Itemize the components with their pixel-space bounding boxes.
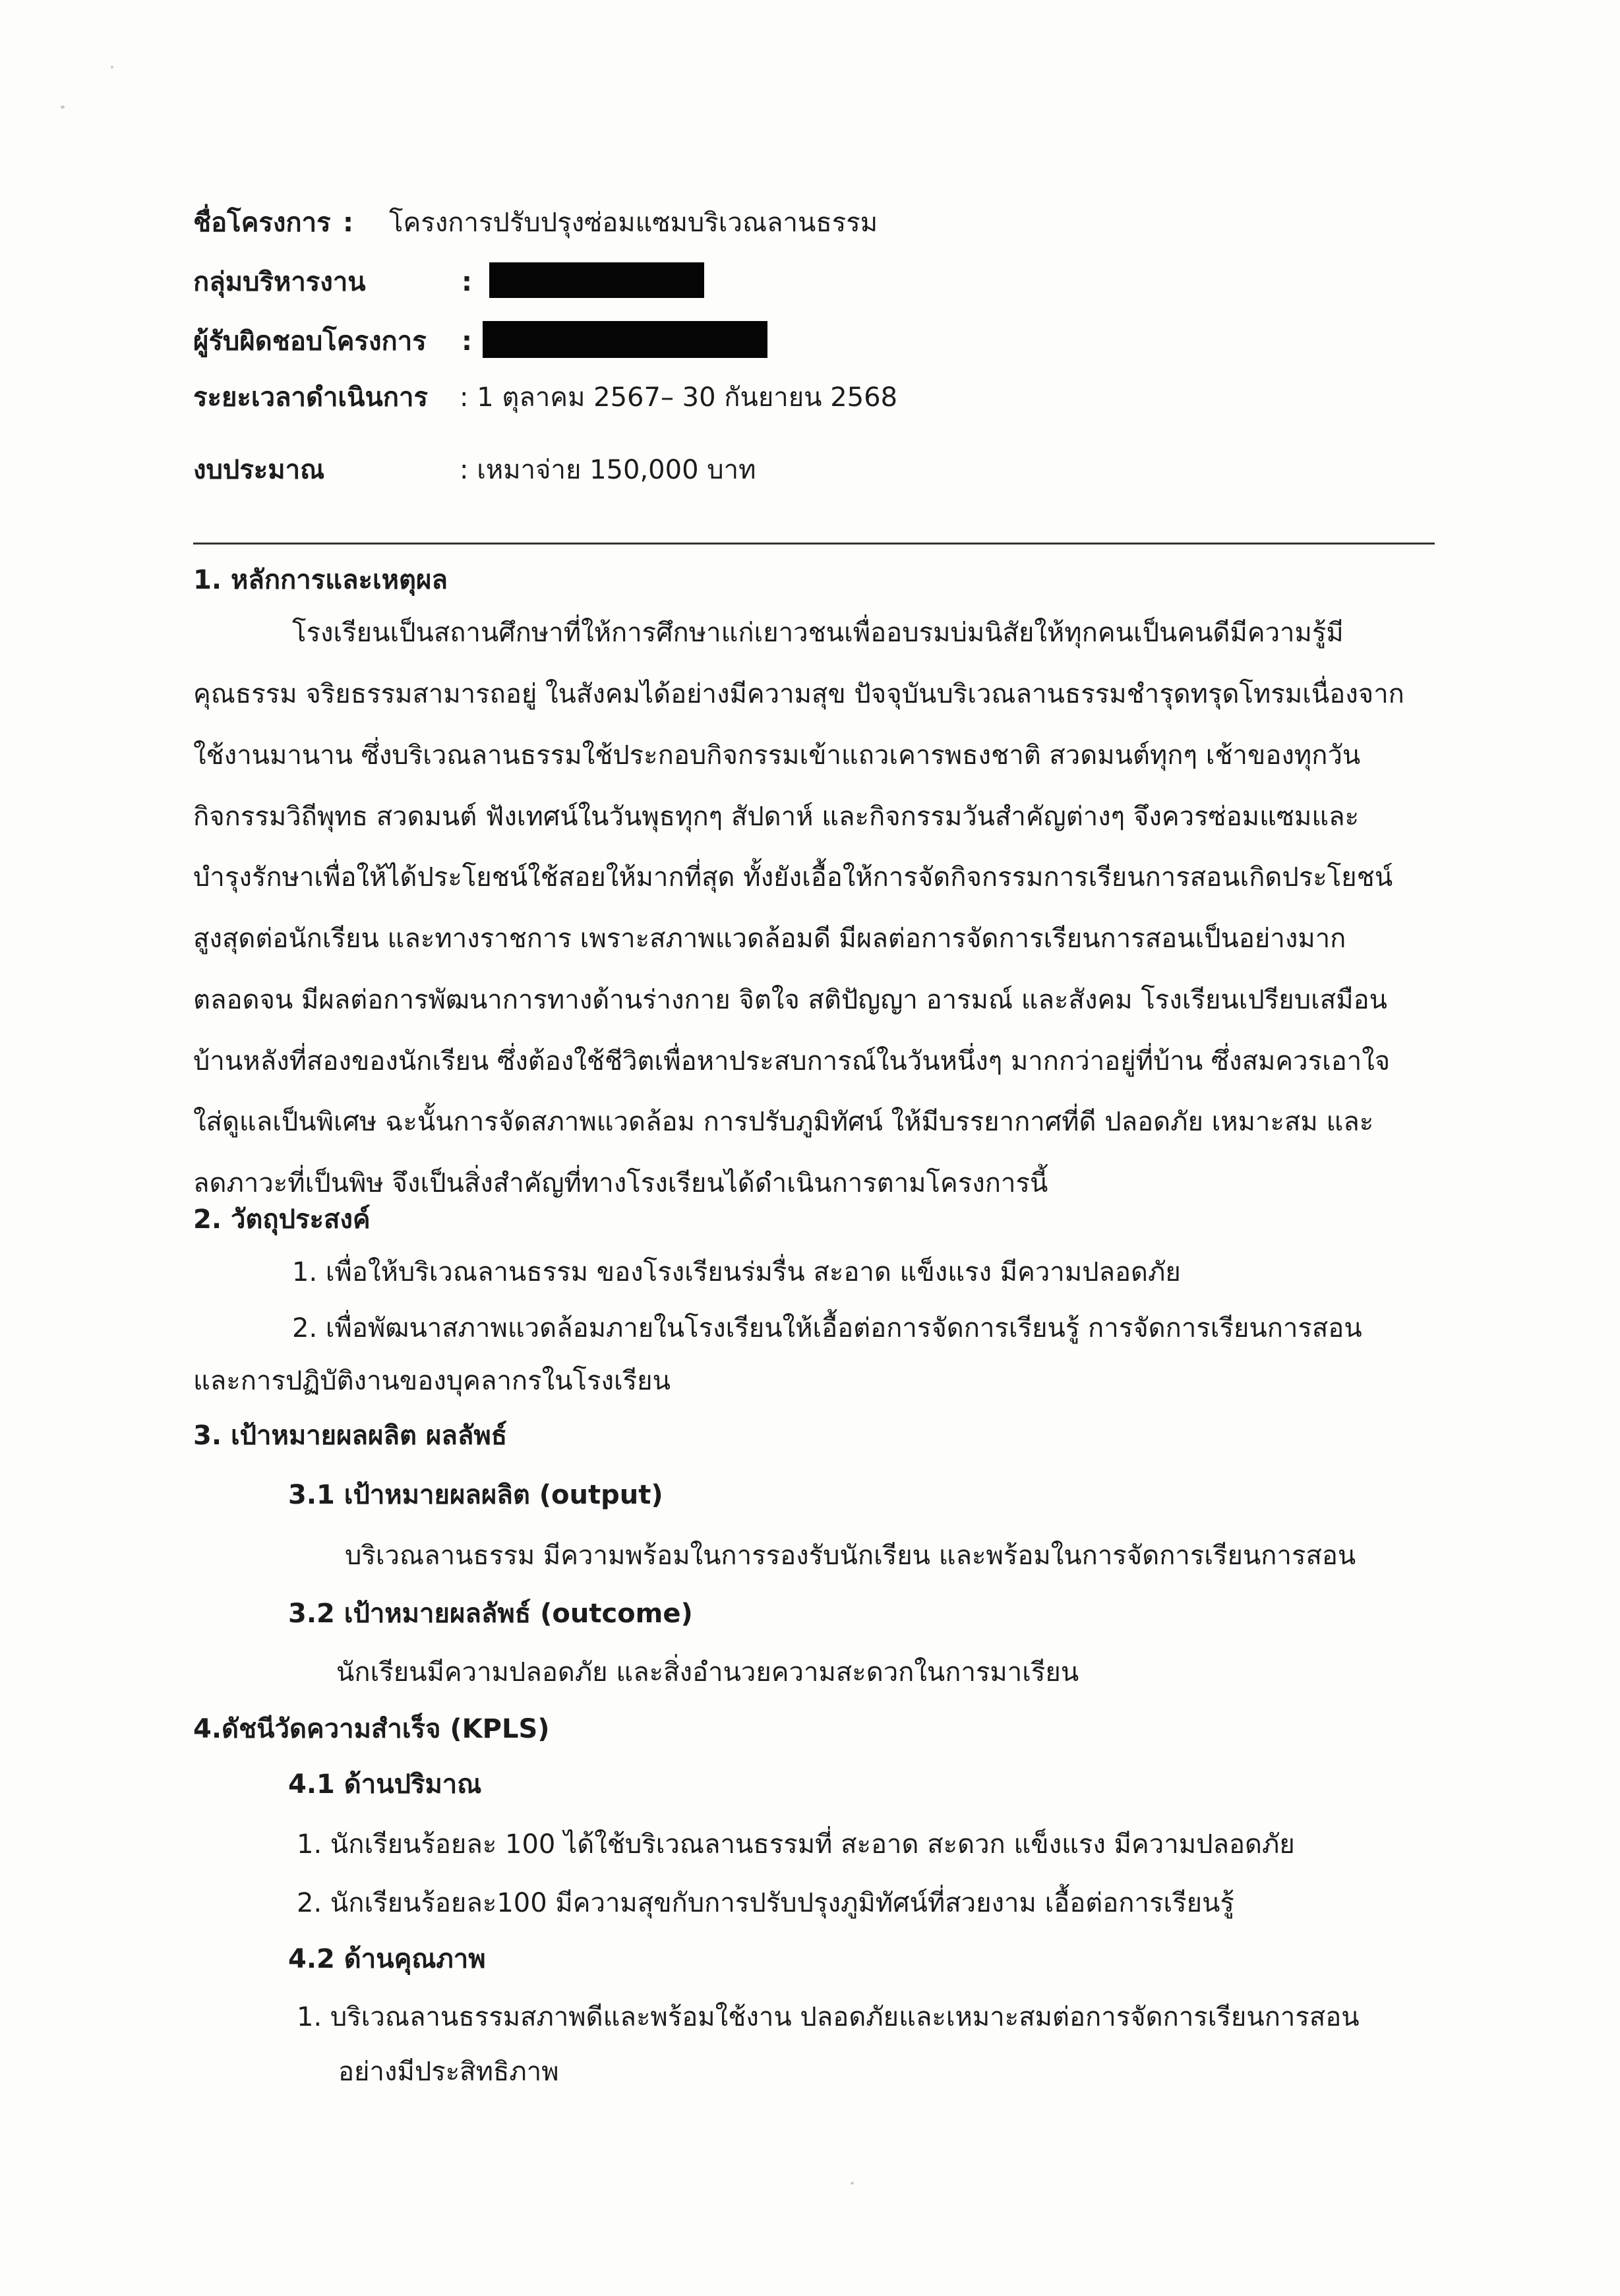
- section2-item1: 1. เพื่อให้บริเวณลานธรรม ของโรงเรียนร่มรื่น สะอาด แข็งแรง มีความปลอดภัย: [292, 1257, 1181, 1287]
- budget-label: งบประมาณ: [193, 455, 325, 485]
- section2-item2-line1: 2. เพื่อพัฒนาสภาพแวดล้อมภายในโรงเรียนให้เอื้อต่อการจัดการเรียนรู้ การจัดการเรียนการสอน: [292, 1313, 1362, 1343]
- section3-heading: 3. เป้าหมายผลผลิต ผลลัพธ์: [193, 1421, 508, 1451]
- section2-heading: 2. วัตถุประสงค์: [193, 1204, 371, 1235]
- scan-speck: [111, 66, 113, 69]
- section1-line: โรงเรียนเป็นสถานศึกษาที่ให้การศึกษาแก่เยาวชนเพื่ออบรมบ่มนิสัยให้ทุกคนเป็นคนดีมีความรู้มี: [292, 618, 1344, 648]
- redacted-responsible-person: [483, 321, 767, 358]
- admin-group-colon: :: [462, 267, 472, 297]
- section4-quality-item1-line2: อย่างมีประสิทธิภาพ: [338, 2057, 559, 2087]
- project-name-value: โครงการปรับปรุงซ่อมแซมบริเวณลานธรรม: [389, 208, 878, 238]
- period-label: ระยะเวลาดำเนินการ: [193, 382, 428, 413]
- scan-speck: [851, 2182, 854, 2185]
- section3-outcome-text: นักเรียนมีความปลอดภัย และสิ่งอำนวยความสะดวกในการมาเรียน: [336, 1657, 1079, 1688]
- project-name-colon: :: [343, 208, 353, 238]
- scan-speck: [61, 105, 65, 109]
- section1-line: บำรุงรักษาเพื่อให้ได้ประโยชน์ใช้สอยให้มากที่สุด ทั้งยังเอื้อให้การจัดกิจกรรมการเรียนการสอนเกิดประโยชน์: [193, 862, 1393, 893]
- section2-item2-line2: และการปฏิบัติงานของบุคลากรในโรงเรียน: [193, 1366, 671, 1396]
- section1-line: ตลอดจน มีผลต่อการพัฒนาการทางด้านร่างกาย จิตใจ สติปัญญา อารมณ์ และสังคม โรงเรียนเปรียบเสมือน: [193, 985, 1387, 1015]
- section4-quantity-item1: 1. นักเรียนร้อยละ 100 ได้ใช้บริเวณลานธรรมที่ สะอาด สะดวก แข็งแรง มีความปลอดภัย: [297, 1829, 1295, 1860]
- responsible-colon: :: [462, 326, 472, 357]
- section1-line: บ้านหลังที่สองของนักเรียน ซึ่งต้องใช้ชีวิตเพื่อหาประสบการณ์ในวันหนึ่งๆ มากกว่าอยู่ที่บ้าน ซึ่งสมควรเอาใจ: [193, 1046, 1391, 1076]
- section1-line: ลดภาวะที่เป็นพิษ จึงเป็นสิ่งสำคัญที่ทางโรงเรียนได้ดำเนินการตามโครงการนี้: [193, 1168, 1048, 1198]
- responsible-label: ผู้รับผิดชอบโครงการ: [193, 326, 427, 357]
- section3-output-text: บริเวณลานธรรม มีความพร้อมในการรองรับนักเรียน และพร้อมในการจัดการเรียนการสอน: [345, 1541, 1356, 1571]
- section1-line: ใส่ดูแลเป็นพิเศษ ฉะนั้นการจัดสภาพแวดล้อม การปรับภูมิทัศน์ ให้มีบรรยากาศที่ดี ปลอดภัย เหมาะสม และ: [193, 1107, 1374, 1137]
- redacted-admin-group: [489, 262, 704, 298]
- period-value: : 1 ตุลาคม 2567– 30 กันยายน 2568: [460, 382, 898, 413]
- header-divider: [193, 543, 1435, 545]
- section1-line: ใช้งานมานาน ซึ่งบริเวณลานธรรมใช้ประกอบกิจกรรมเข้าแถวเคารพธงชาติ สวดมนต์ทุกๆ เช้าของทุกวัน: [193, 740, 1361, 771]
- project-name-label: ชื่อโครงการ: [193, 208, 331, 238]
- section1-line: คุณธรรม จริยธรรมสามารถอยู่ ในสังคมได้อย่างมีความสุข ปัจจุบันบริเวณลานธรรมชำรุดทรุดโทรมเนื่องจาก: [193, 679, 1404, 709]
- section4-quantity-heading: 4.1 ด้านปริมาณ: [288, 1769, 482, 1800]
- budget-value: : เหมาจ่าย 150,000 บาท: [460, 455, 756, 485]
- section1-line: กิจกรรมวิถีพุทธ สวดมนต์ ฟังเทศน์ในวันพุธทุกๆ สัปดาห์ และกิจกรรมวันสำคัญต่างๆ จึงควรซ่อมแซมและ: [193, 802, 1360, 832]
- section1-line: สูงสุดต่อนักเรียน และทางราชการ เพราะสภาพแวดล้อมดี มีผลต่อการจัดการเรียนการสอนเป็นอย่างมาก: [193, 924, 1346, 954]
- section4-heading: 4.ดัชนีวัดความสำเร็จ (KPLS): [193, 1714, 550, 1744]
- section4-quantity-item2: 2. นักเรียนร้อยละ100 มีความสุขกับการปรับปรุงภูมิทัศน์ที่สวยงาม เอื้อต่อการเรียนรู้: [297, 1888, 1234, 1918]
- section3-outcome-heading: 3.2 เป้าหมายผลลัพธ์ (outcome): [288, 1599, 693, 1629]
- section4-quality-item1-line1: 1. บริเวณลานธรรมสภาพดีและพร้อมใช้งาน ปลอดภัยและเหมาะสมต่อการจัดการเรียนการสอน: [297, 2002, 1360, 2032]
- section1-heading: 1. หลักการและเหตุผล: [193, 565, 448, 595]
- section4-quality-heading: 4.2 ด้านคุณภาพ: [288, 1944, 486, 1974]
- section3-output-heading: 3.1 เป้าหมายผลผลิต (output): [288, 1480, 663, 1510]
- admin-group-label: กลุ่มบริหารงาน: [193, 267, 366, 297]
